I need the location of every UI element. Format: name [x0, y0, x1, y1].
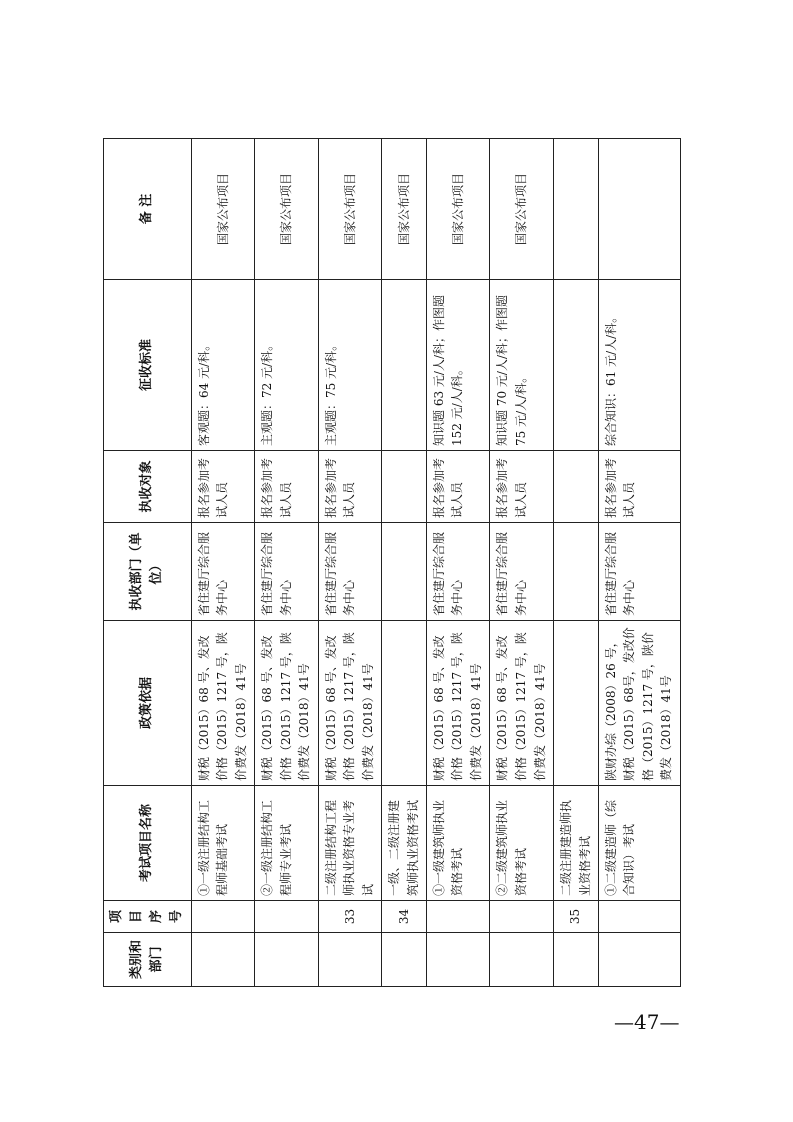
cell-name: 二级注册结构工程师执业资格专业考试: [318, 786, 382, 901]
header-name: 考试项目名称: [104, 786, 192, 901]
cell-category: [598, 933, 680, 987]
cell-note: 国家公布项目: [191, 139, 255, 280]
cell-note: 国家公布项目: [382, 139, 427, 280]
cell-note: [598, 139, 680, 280]
cell-note: 国家公布项目: [255, 139, 319, 280]
cell-name: ②二级建筑师执业资格考试: [490, 786, 554, 901]
cell-target: 报名参加考试人员: [490, 451, 554, 523]
cell-dept: 省住建厅综合服务中心: [490, 523, 554, 621]
cell-standard: [382, 280, 427, 451]
cell-policy: 财税（2015）68 号、发改价格（2015）1217 号，陕价费发（2018）41号: [490, 621, 554, 786]
cell-name: ①一级注册结构工程师基础考试: [191, 786, 255, 901]
cell-category: [426, 933, 490, 987]
cell-name: ①一级建筑师执业资格考试: [426, 786, 490, 901]
cell-seq: [191, 901, 255, 933]
cell-policy: 财税（2015）68 号、发改价格（2015）1217 号，陕价费发（2018）41号: [426, 621, 490, 786]
cell-standard: 主观题：72 元/科。: [255, 280, 319, 451]
cell-name: ①二级建造师（综合知识）考试: [598, 786, 680, 901]
cell-target: 报名参加考试人员: [598, 451, 680, 523]
cell-category: [255, 933, 319, 987]
table-row: [553, 139, 598, 987]
cell-note: 国家公布项目: [318, 139, 382, 280]
cell-dept: 省住建厅综合服务中心: [426, 523, 490, 621]
cell-note: [553, 139, 598, 280]
table-row: [318, 139, 382, 987]
cell-category: [318, 933, 382, 987]
cell-category: [382, 933, 427, 987]
header-policy: 政策依据: [104, 621, 192, 786]
cell-policy: 陕财办综（2008）26 号，财税（2015）68号，发改价格（2015）1217 号，陕价费发（2018）41号: [598, 621, 680, 786]
cell-seq: [426, 901, 490, 933]
cell-standard: 综合知识：61 元/人/科。: [598, 280, 680, 451]
header-target: 执收对象: [104, 451, 192, 523]
cell-target: 报名参加考试人员: [191, 451, 255, 523]
cell-name: ②一级注册结构工程师专业考试: [255, 786, 319, 901]
table-row: [598, 139, 680, 987]
cell-seq: 33: [318, 901, 382, 933]
cell-seq: [490, 901, 554, 933]
header-category: 类别和部门: [104, 933, 192, 987]
cell-dept: 省住建厅综合服务中心: [598, 523, 680, 621]
cell-dept: 省住建厅综合服务中心: [255, 523, 319, 621]
cell-target: [553, 451, 598, 523]
table-row: [426, 139, 490, 987]
cell-seq: [598, 901, 680, 933]
cell-dept: 省住建厅综合服务中心: [191, 523, 255, 621]
table-row: [255, 139, 319, 987]
table-row: [490, 139, 554, 987]
cell-target: 报名参加考试人员: [426, 451, 490, 523]
header-standard: 征收标准: [104, 280, 192, 451]
cell-dept: [382, 523, 427, 621]
cell-note: 国家公布项目: [426, 139, 490, 280]
cell-seq: 35: [553, 901, 598, 933]
cell-standard: 知识题 63 元/人/科；作图题 152 元/人/科。: [426, 280, 490, 451]
cell-target: 报名参加考试人员: [318, 451, 382, 523]
fee-table: [103, 138, 681, 987]
cell-seq: [255, 901, 319, 933]
cell-policy: 财税（2015）68 号、发改价格（2015）1217 号，陕价费发（2018）41号: [318, 621, 382, 786]
cell-policy: 财税（2015）68 号、发改价格（2015）1217 号，陕价费发（2018）41号: [255, 621, 319, 786]
header-note: 备 注: [104, 139, 192, 280]
cell-standard: 主观题：75 元/科。: [318, 280, 382, 451]
header-dept: 执收部门（单位）: [104, 523, 192, 621]
cell-dept: 省住建厅综合服务中心: [318, 523, 382, 621]
cell-name: 一级、二级注册建筑师执业资格考试: [382, 786, 427, 901]
cell-target: [382, 451, 427, 523]
cell-category: [490, 933, 554, 987]
rotated-table-container: [103, 139, 681, 987]
cell-target: 报名参加考试人员: [255, 451, 319, 523]
page-number: —47—: [614, 1010, 680, 1034]
cell-policy: 财税（2015）68 号、发改价格（2015）1217 号，陕价费发（2018）41号: [191, 621, 255, 786]
cell-dept: [553, 523, 598, 621]
header-seq: 项目序号: [104, 901, 192, 933]
table-row: [382, 139, 427, 987]
table-header-row: [104, 139, 192, 987]
cell-standard: 客观题：64 元/科。: [191, 280, 255, 451]
cell-policy: [382, 621, 427, 786]
cell-standard: [553, 280, 598, 451]
cell-standard: 知识题 70 元/人/科；作图题 75 元/人/科。: [490, 280, 554, 451]
cell-category: [191, 933, 255, 987]
table-row: [191, 139, 255, 987]
cell-policy: [553, 621, 598, 786]
cell-name: 二级注册建造师执业资格考试: [553, 786, 598, 901]
cell-seq: 34: [382, 901, 427, 933]
cell-category: [553, 933, 598, 987]
cell-note: 国家公布项目: [490, 139, 554, 280]
